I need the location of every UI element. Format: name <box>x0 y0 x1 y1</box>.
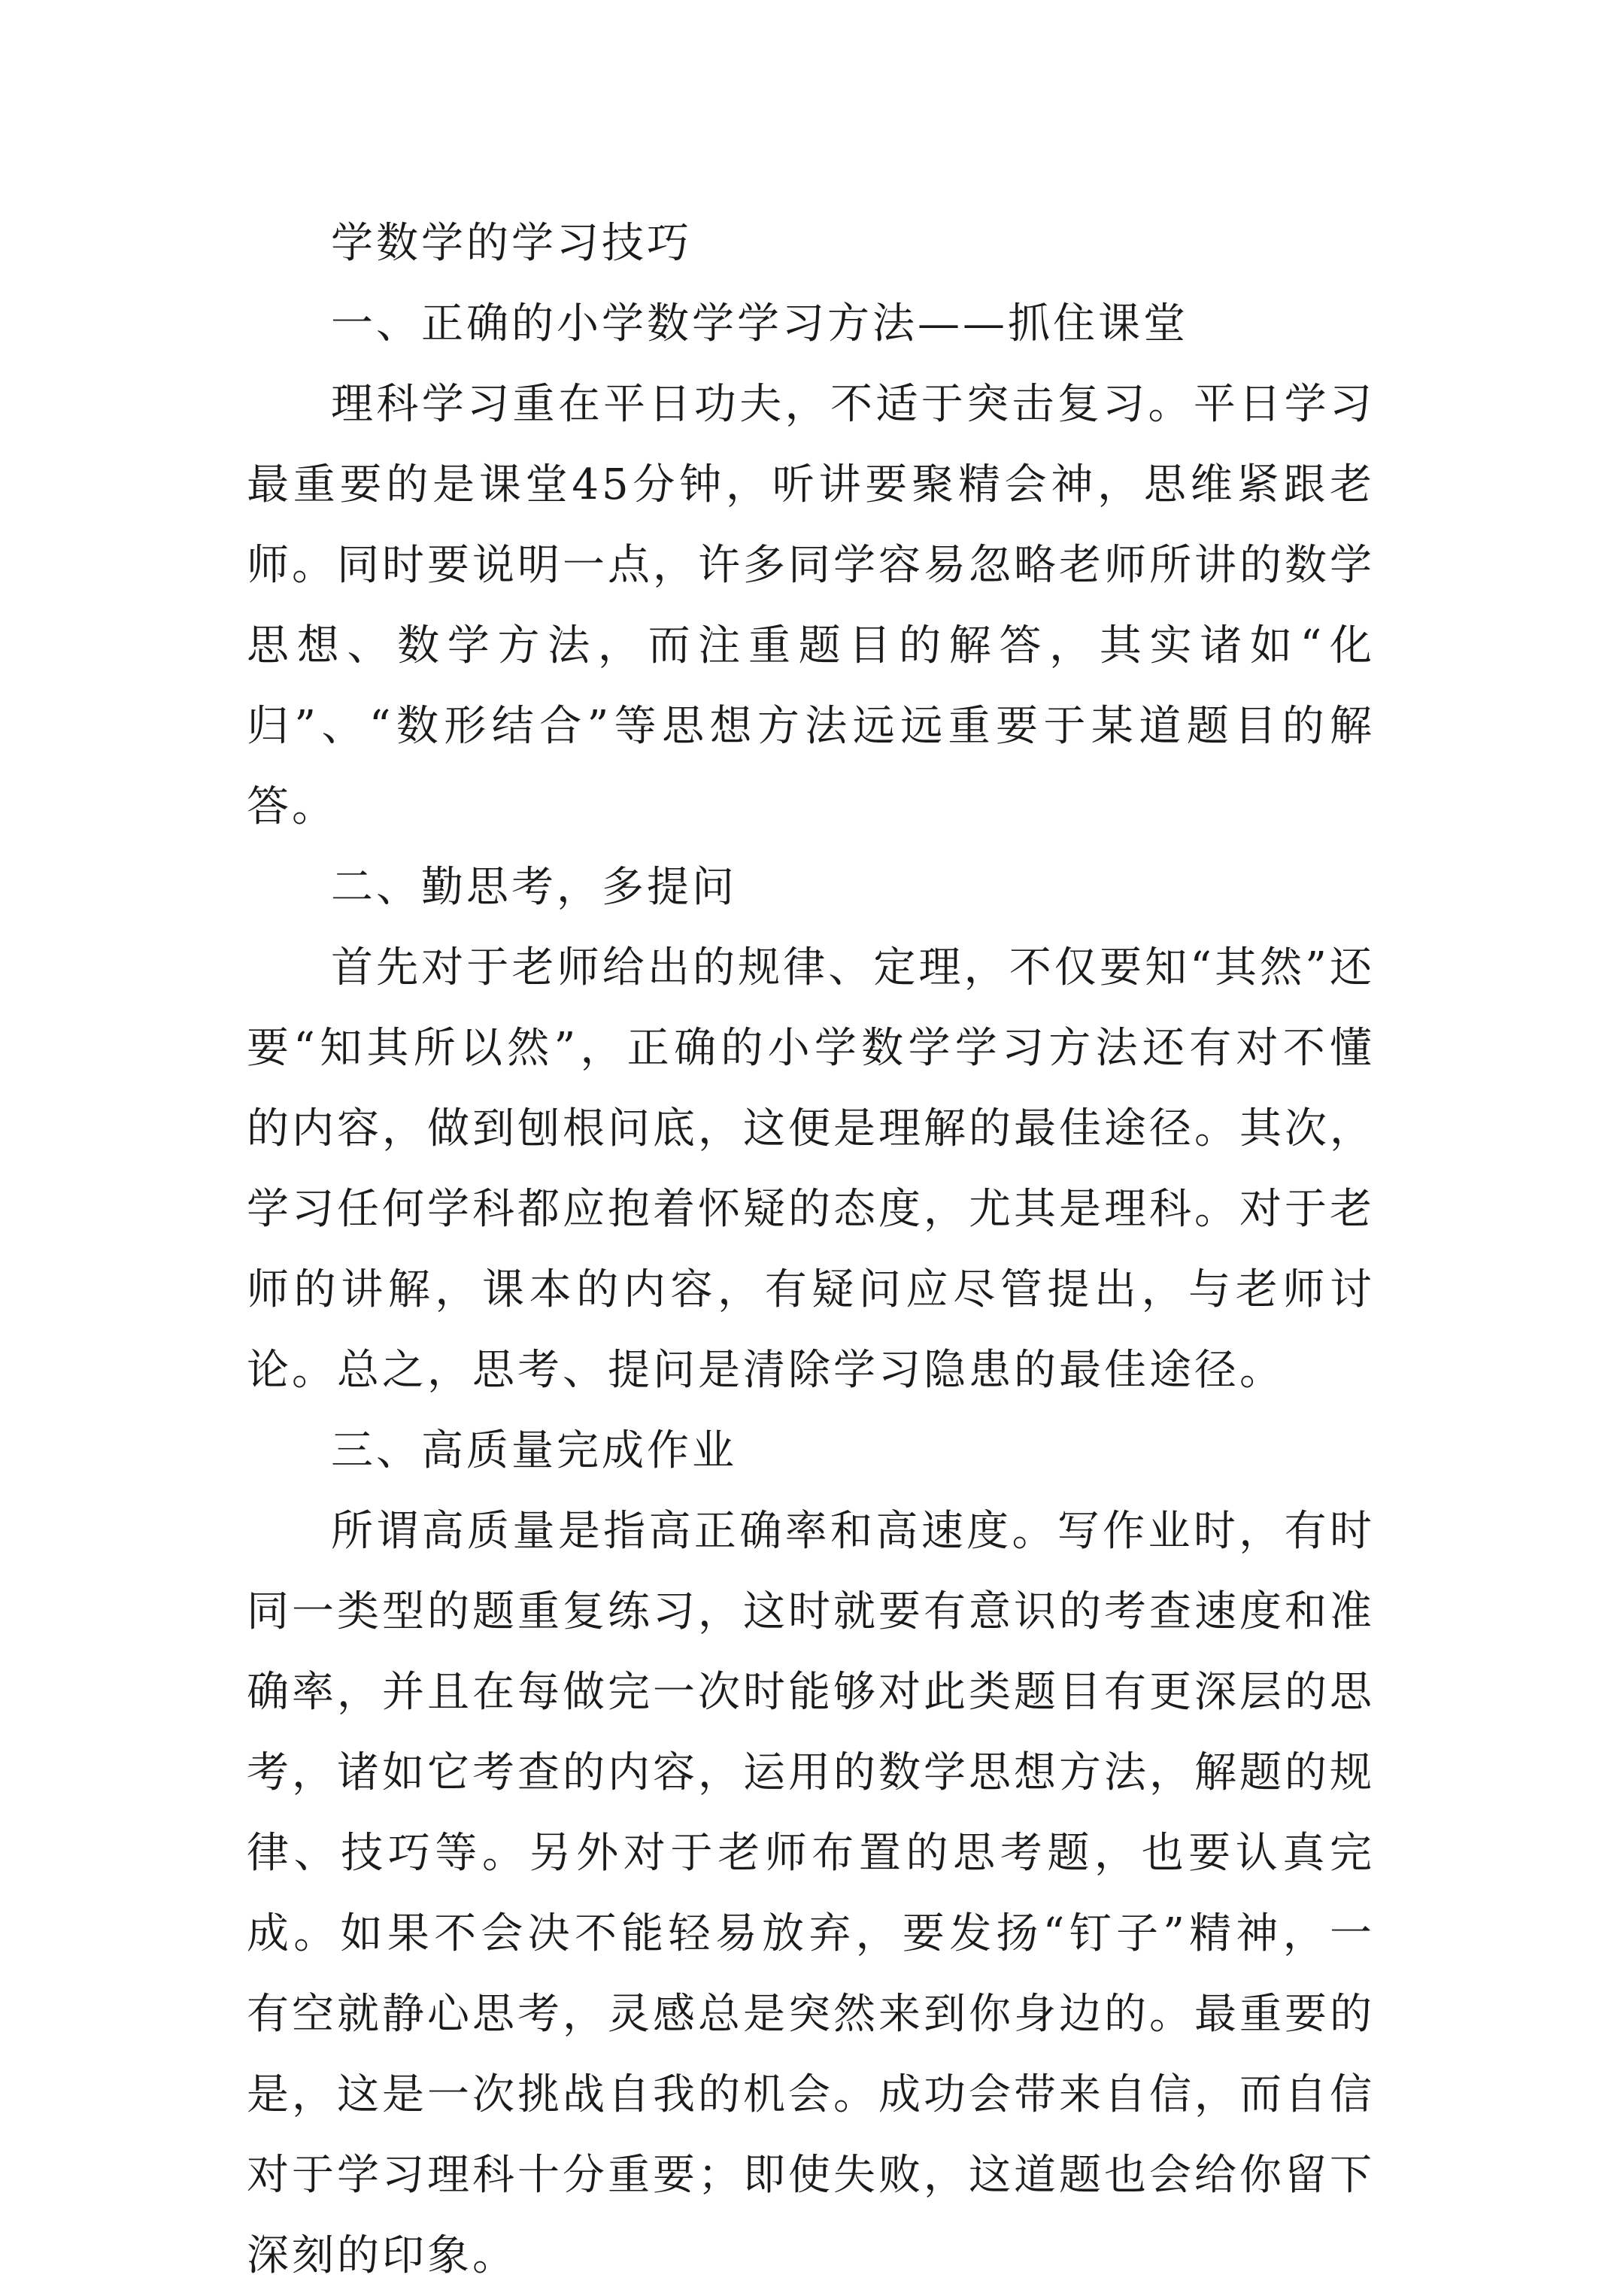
section-body-3: 所谓高质量是指高正确率和高速度。写作业时，有时同一类型的题重复练习，这时就要有意识的考查速度和准确率，并且在每做完一次时能够对此类题目有更深层的思考，诸如它考查的内容，运用的数学思想方法，解题的规律、技巧等。另外对于老师布置的思考题，也要认真完成。如果不会决不能轻易放弃，要发扬“钉子”精神，一有空就静心思考，灵感总是突然来到你身边的。最重要的是，这是一次挑战自我的机会。成功会带来自信，而自信对于学习理科十分重要；即使失败，这道题也会给你留下深刻的印象。 <box>247 1507 1375 2280</box>
section-body-1: 理科学习重在平日功夫，不适于突击复习。平日学习最重要的是课堂45分钟，听讲要聚精会神，思维紧跟老师。同时要说明一点，许多同学容易忽略老师所讲的数学思想、数学方法，而注重题目的解答，其实诸如“化归”、“数形结合”等思想方法远远重要于某道题目的解答。 <box>247 380 1375 831</box>
section-body-2: 首先对于老师给出的规律、定理，不仅要知“其然”还要“知其所以然”，正确的小学数学学习方法还有对不懂的内容，做到刨根问底，这便是理解的最佳途径。其次，学习任何学科都应抱着怀疑的态度，尤其是理科。对于老师的讲解，课本的内容，有疑问应尽管提出，与老师讨论。总之，思考、提问是清除学习隐患的最佳途径。 <box>247 943 1375 1395</box>
section-heading-1: 一、正确的小学数学学习方法——抓住课堂 <box>331 299 1188 348</box>
section-heading-3: 三、高质量完成作业 <box>331 1426 737 1475</box>
section-heading-2: 二、勤思考，多提问 <box>331 863 737 912</box>
document-body <box>247 203 1375 2296</box>
document-title: 学数学的学习技巧 <box>331 219 692 268</box>
